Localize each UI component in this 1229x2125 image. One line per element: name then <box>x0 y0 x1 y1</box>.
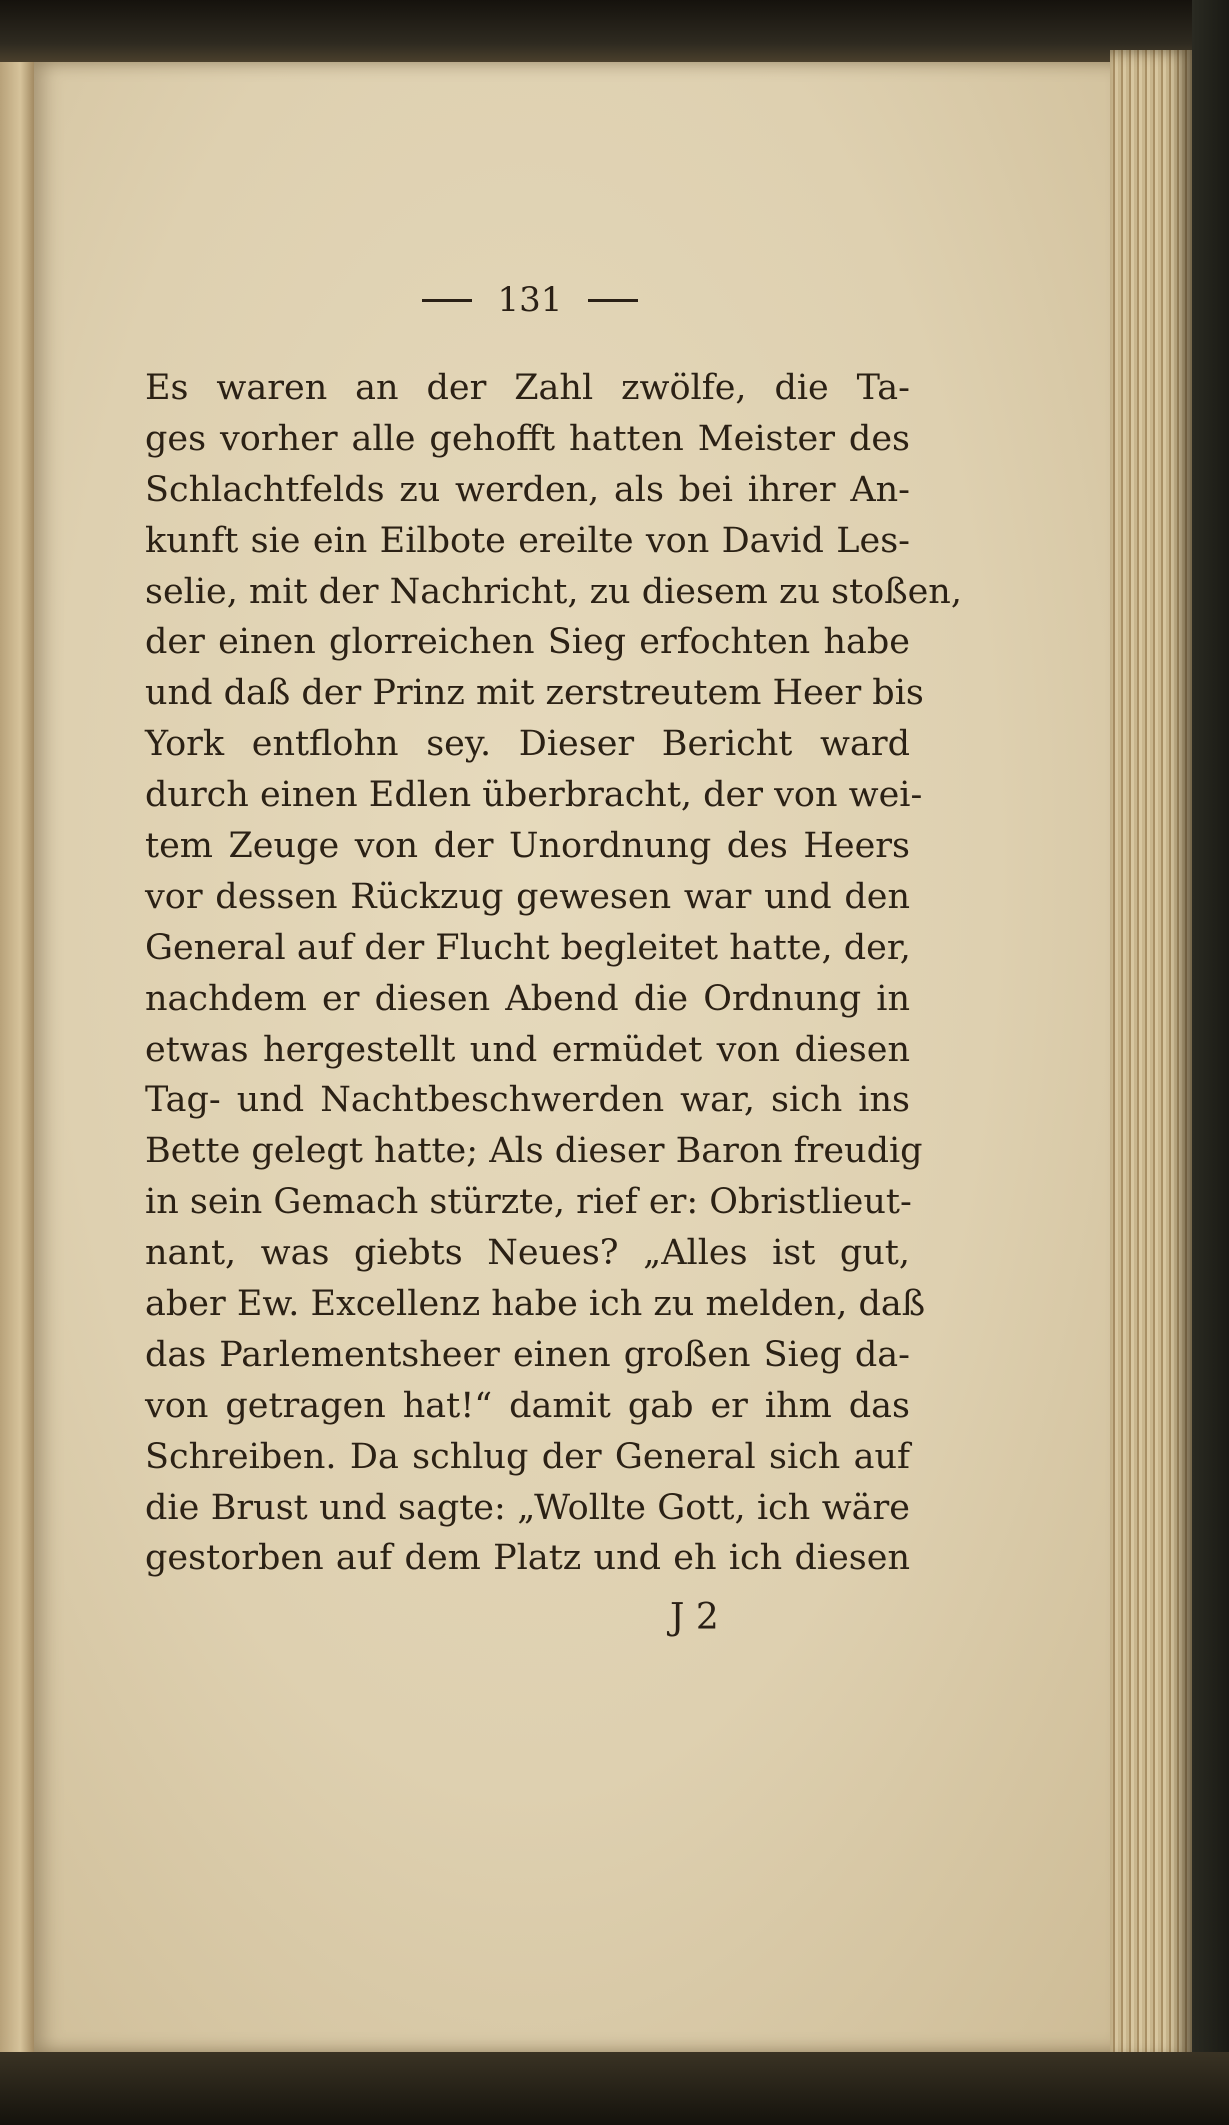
book-cover-top <box>0 0 1229 62</box>
body-text <box>145 363 962 1584</box>
text-line: von getragen hat!“ damit gab er ihm das <box>145 1385 910 1426</box>
text-line: Es waren an der Zahl zwölfe, die Ta- <box>145 368 910 408</box>
book-cover-right <box>1192 0 1229 2125</box>
text-line: selie, mit der Nachricht, zu diesem zu stoßen, <box>145 571 962 612</box>
page-header <box>390 270 670 330</box>
text-line: ges vorher alle gehofft hatten Meister des <box>145 418 910 459</box>
text-line: die Brust und sagte: „Wollte Gott, ich wäre <box>145 1487 910 1528</box>
text-line: Schlachtfelds zu werden, als bei ihrer An- <box>145 469 910 510</box>
text-line: General auf der Flucht begleitet hatte, der, <box>145 927 911 968</box>
facing-page-edge <box>0 62 34 2062</box>
text-line: Tag- und Nachtbeschwerden war, sich ins <box>145 1080 910 1121</box>
text-line: Schreiben. Da schlug der General sich auf <box>145 1436 910 1477</box>
text-line: der einen glorreichen Sieg erfochten habe <box>145 622 910 663</box>
page-block-edges <box>1110 50 1192 2060</box>
header-dash-right <box>588 299 638 302</box>
text-line: tem Zeuge von der Unordnung des Heers <box>145 826 910 867</box>
header-dash-left <box>422 299 472 302</box>
text-line: das Parlementsheer einen großen Sieg da- <box>145 1334 910 1375</box>
text-line: Bette gelegt hatte; Als dieser Baron freudig <box>145 1131 923 1172</box>
printer-signature-mark: J 2 <box>670 1597 719 1638</box>
text-line: in sein Gemach stürzte, rief er: Obristlieut- <box>145 1182 912 1223</box>
text-line: nant, was giebts Neues? „Alles ist gut, <box>145 1233 910 1274</box>
text-line: vor dessen Rückzug gewesen war und den <box>145 876 910 917</box>
text-line: etwas hergestellt und ermüdet von diesen <box>145 1029 910 1070</box>
text-line: durch einen Edlen überbracht, der von wei- <box>145 775 923 816</box>
text-line: und daß der Prinz mit zerstreutem Heer bis <box>145 673 924 714</box>
text-line: York entflohn sey. Dieser Bericht ward <box>145 724 910 765</box>
page-number: 131 <box>497 280 563 320</box>
book-cover-bottom <box>0 2052 1229 2125</box>
text-line: kunft sie ein Eilbote ereilte von David Les- <box>145 520 910 561</box>
text-line: nachdem er diesen Abend die Ordnung in <box>145 978 910 1019</box>
text-line: aber Ew. Excellenz habe ich zu melden, daß <box>145 1284 926 1325</box>
text-line: gestorben auf dem Platz und eh ich diesen <box>145 1538 910 1579</box>
